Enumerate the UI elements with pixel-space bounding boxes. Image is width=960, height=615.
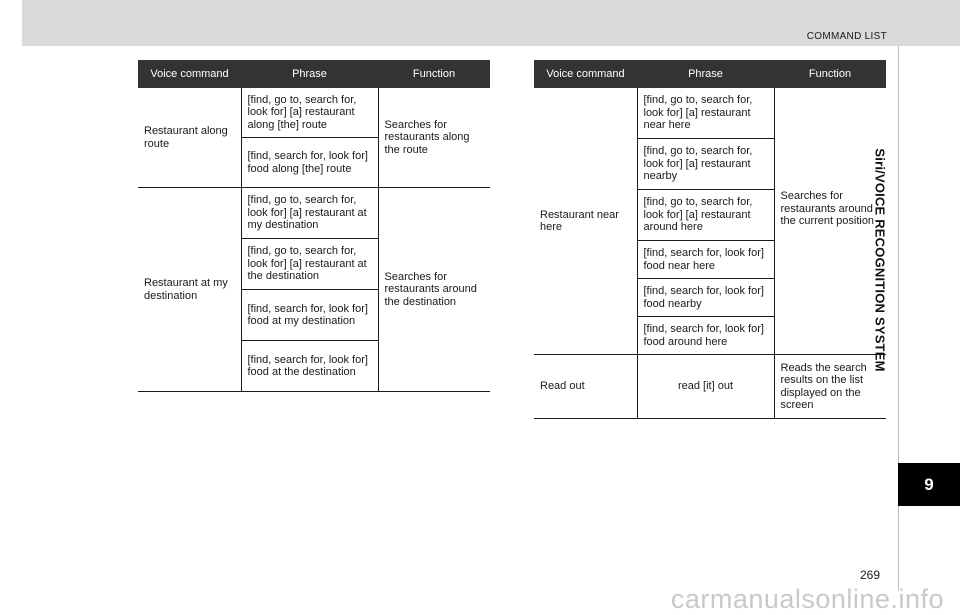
command-table-left	[138, 60, 490, 392]
function-cell: Reads the search results on the list displayed on the screen	[774, 355, 886, 419]
chapter-side-label-text: Siri/VOICE RECOGNITION SYSTEM	[872, 148, 888, 372]
phrase-cell: [find, go to, search for, look for] [a] restaurant at the destination	[241, 239, 378, 290]
phrase-cell: [find, go to, search for, look for] [a] restaurant along [the] route	[241, 88, 378, 138]
voice-command-cell: Restaurant along route	[138, 88, 241, 188]
phrase-cell: [find, go to, search for, look for] [a] restaurant at my destination	[241, 188, 378, 239]
table-row	[534, 88, 886, 139]
function-cell: Searches for restaurants around the destination	[378, 188, 490, 392]
function-cell: Searches for restaurants along the route	[378, 88, 490, 188]
phrase-cell: [find, search for, look for] food at the destination	[241, 341, 378, 392]
phrase-cell: [find, search for, look for] food near here	[637, 241, 774, 279]
phrase-cell: read [it] out	[637, 355, 774, 419]
column-header-function: Function	[774, 60, 886, 88]
command-table-right	[534, 60, 886, 419]
column-header-voice-command: Voice command	[138, 60, 241, 88]
phrase-cell: [find, go to, search for, look for] [a] restaurant around here	[637, 190, 774, 241]
phrase-cell: [find, search for, look for] food around here	[637, 317, 774, 355]
section-title: COMMAND LIST	[806, 31, 887, 42]
column-header-phrase: Phrase	[637, 60, 774, 88]
chapter-number: 9	[924, 474, 934, 494]
side-divider	[898, 46, 899, 591]
page-number: 269	[860, 568, 881, 582]
column-header-function: Function	[378, 60, 490, 88]
table-header-row	[138, 60, 490, 88]
voice-command-cell: Restaurant near here	[534, 88, 637, 355]
phrase-cell: [find, search for, look for] food at my destination	[241, 290, 378, 341]
phrase-cell: [find, go to, search for, look for] [a] restaurant nearby	[637, 139, 774, 190]
chapter-tab	[898, 463, 960, 506]
function-cell: Searches for restaurants around the current position	[774, 88, 886, 355]
phrase-cell: [find, go to, search for, look for] [a] restaurant near here	[637, 88, 774, 139]
table-row	[534, 355, 886, 419]
table-header-row	[534, 60, 886, 88]
voice-command-cell: Read out	[534, 355, 637, 419]
phrase-cell: [find, search for, look for] food along [the] route	[241, 138, 378, 188]
voice-command-cell: Restaurant at my destination	[138, 188, 241, 392]
column-header-voice-command: Voice command	[534, 60, 637, 88]
column-header-phrase: Phrase	[241, 60, 378, 88]
phrase-cell: [find, search for, look for] food nearby	[637, 279, 774, 317]
table-row	[138, 188, 490, 239]
table-row	[138, 88, 490, 138]
watermark: carmanualsonline.info	[670, 584, 944, 614]
